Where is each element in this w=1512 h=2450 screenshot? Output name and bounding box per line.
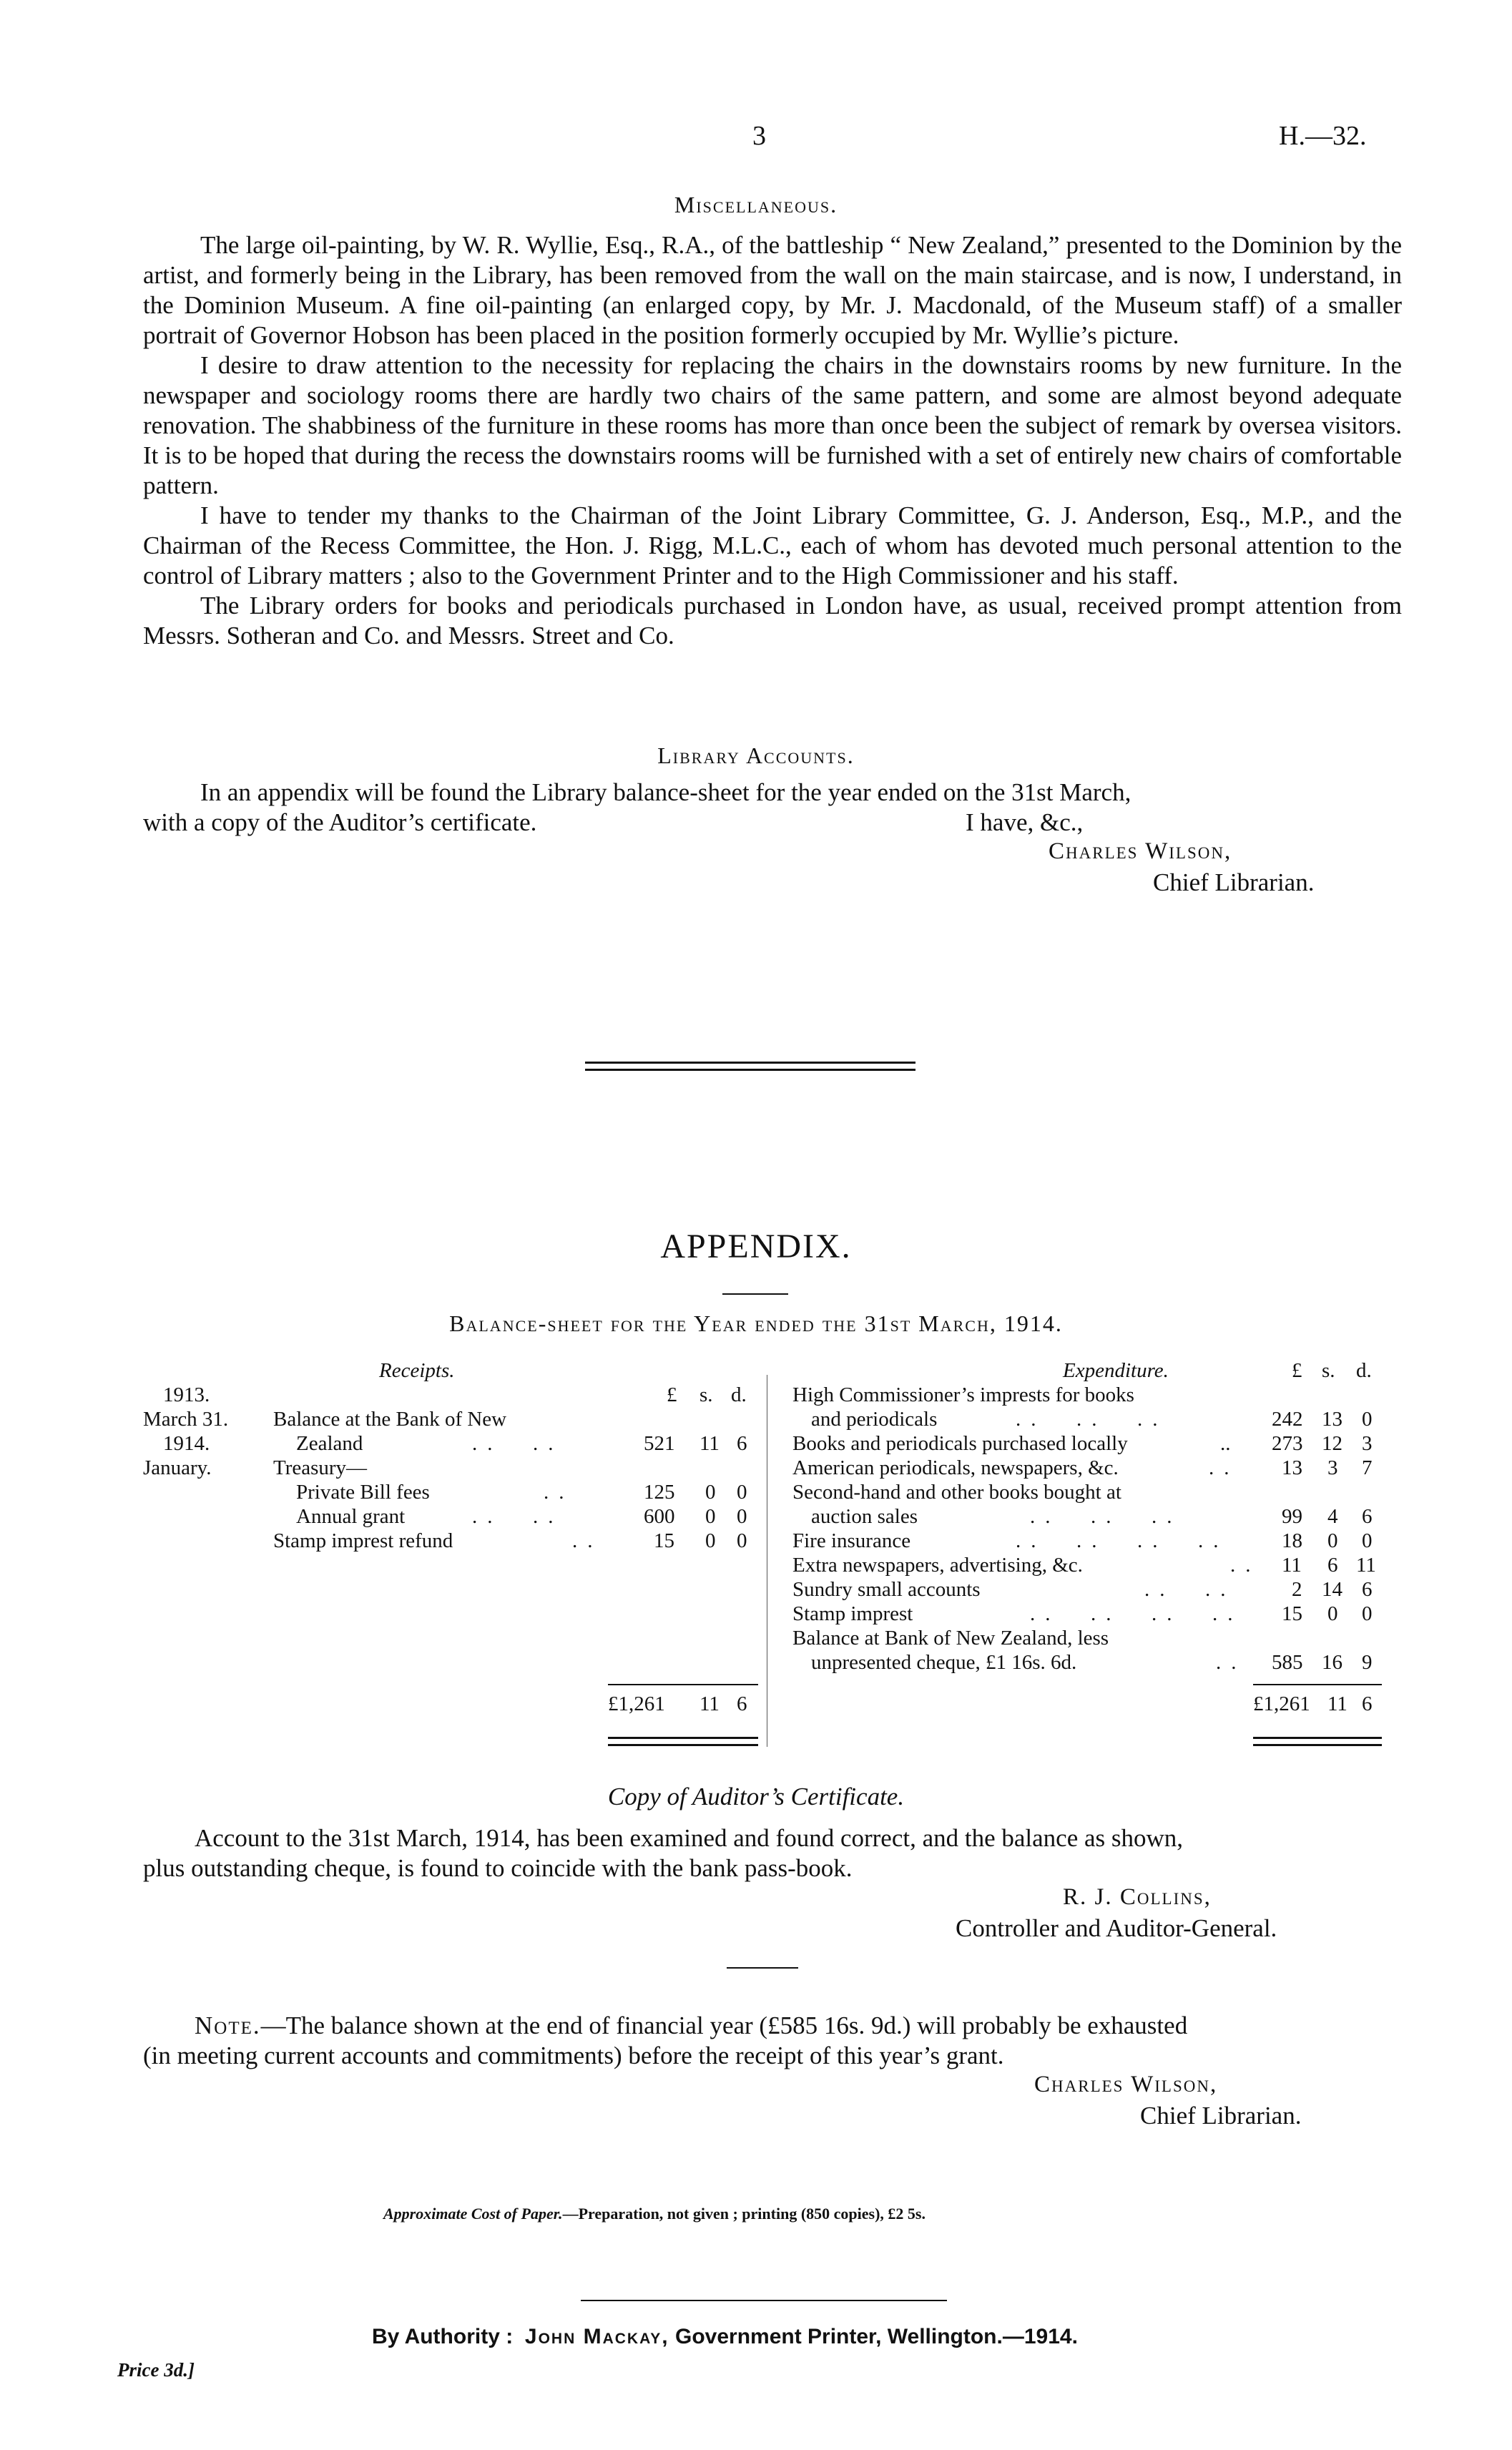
auditor-heading: Copy of Auditor’s Certificate.: [607, 1783, 905, 1810]
date-year: 1913.: [163, 1383, 210, 1406]
receipt-treasury: Treasury—: [273, 1456, 368, 1479]
amount-shillings: 0: [705, 1481, 716, 1504]
exp-extra: Extra newspapers, advertising, &c.: [792, 1554, 1083, 1577]
amount-shillings: 14: [1322, 1578, 1342, 1601]
expenditure-total-pence: 6: [1362, 1692, 1373, 1715]
amount-pence: 6: [1362, 1505, 1373, 1528]
exp-local: Books and periodicals purchased locally: [792, 1432, 1128, 1455]
amount-pounds: 125: [644, 1481, 675, 1504]
amount-shillings: 12: [1322, 1432, 1342, 1455]
total-rule: [1253, 1737, 1382, 1739]
exp-stamp: Stamp imprest: [792, 1602, 913, 1625]
amount-shillings: 0: [1327, 1602, 1338, 1625]
receipt-balance-line2: Zealand: [296, 1432, 363, 1455]
total-rule: [608, 1744, 758, 1746]
note-signer-title: Chief Librarian.: [1140, 2102, 1302, 2130]
balance-sheet: Receipts. £ s. d. 1913. March 31. 1914. January. Balance at the Bank of New Zealand .. .. 521 11 6 Treasury— Private Bill fees .. 125 0 0 Annual grant .. .. 600 0 0 Stamp imprest refund .. 15 0 0 £1,261 11 6 Expenditure. £ s. d. High Commissioner’s imprests for books and periodicals .. .. .. 242 13 0 Books and periodicals purchased locally .. 273 12 3 American periodicals, newspapers, &c. .. 13 3 7 Second-hand and other books bought at auction sales .. .. .. 99 4 6 Fire insurance .. .. .. .. 18 0 0 Extra newspapers, advertising, &c. .. 11 6 11 Sundry small accounts .. .. 2 14 6 Stamp imprest .. .. .. .. 15 0 0 Balance at Bank of New Zealand, less unpresented cheque, £1 16s. 6d. .. 585 16 9 £1,261 11 6: [0, 0, 1512, 2450]
date-month: January.: [143, 1456, 212, 1479]
note-line-2: (in meeting current accounts and commitments) before the receipt of this year’s grant.: [143, 2042, 1004, 2069]
amount-pence: 7: [1362, 1456, 1373, 1479]
exp-balance-line2: unpresented cheque, £1 16s. 6d.: [811, 1651, 1077, 1674]
amount-shillings: 4: [1327, 1505, 1338, 1528]
amount-pence: 0: [737, 1505, 747, 1528]
exp-fire: Fire insurance: [792, 1529, 911, 1552]
amount-pence: 3: [1362, 1432, 1373, 1455]
amount-shillings: 11: [699, 1432, 720, 1455]
receipts-total-shillings: 11: [699, 1692, 720, 1715]
signer-title: Chief Librarian.: [1153, 868, 1315, 896]
amount-shillings: 0: [705, 1505, 716, 1528]
amount-shillings: 13: [1322, 1408, 1342, 1431]
note-line-1: [195, 2012, 1187, 2040]
amount-pence: 6: [1362, 1578, 1373, 1601]
receipt-stamp-refund: Stamp imprest refund: [273, 1529, 453, 1552]
misc-paragraph: The Library orders for books and periodicals purchased in London have, as usual, received prompt attention from Messrs. Sotheran and Co. and Messrs. Street and Co.: [143, 592, 1402, 650]
exp-sundry: Sundry small accounts: [792, 1578, 981, 1601]
expenditure-heading: Expenditure.: [1063, 1359, 1169, 1382]
exp-american: American periodicals, newspapers, &c.: [792, 1456, 1119, 1479]
amount-pence: 0: [737, 1529, 747, 1552]
receipts-total-pence: 6: [737, 1692, 747, 1715]
misc-paragraph: I have to tender my thanks to the Chairman of the Joint Library Committee, G. J. Anderson, Esq., M.P., and the Chairman of the Recess Committee, the Hon. J. Rigg, M.L.C., each of whom has devoted much personal attention to the control of Library matters ; also to the Government Printer and to the High Commissioner and his staff.: [143, 501, 1402, 589]
cost-text: —Preparation, not given ; printing (850 copies), £2 5s.: [562, 2205, 926, 2223]
amount-pence: 11: [1356, 1554, 1376, 1577]
amount-pence: 0: [1362, 1408, 1373, 1431]
amount-pounds: 600: [644, 1505, 675, 1528]
amount-shillings: 0: [705, 1529, 716, 1552]
note-label: Note.: [195, 2012, 261, 2039]
price: Price 3d.]: [117, 2359, 195, 2381]
amount-pounds: 18: [1282, 1529, 1302, 1552]
amount-shillings: 16: [1322, 1651, 1342, 1674]
printer-line: [372, 2325, 1078, 2349]
shillings-header: s.: [1322, 1359, 1335, 1382]
receipts-heading: Receipts.: [379, 1359, 455, 1382]
auditor-signer-name: R. J. Collins,: [1063, 1884, 1212, 1910]
expenditure-total-shillings: 11: [1327, 1692, 1347, 1715]
misc-body: [143, 230, 1402, 651]
total-rule: [608, 1684, 758, 1685]
receipt-private-bill: Private Bill fees: [296, 1481, 430, 1504]
misc-paragraph: The large oil-painting, by W. R. Wyllie, Esq., R.A., of the battleship “ New Zealand,” presented to the Dominion by the artist, and formerly being in the Library, has been removed from the wall on the main staircase, and is now, I understand, in the Dominion Museum. A fine oil-painting (an enlarged copy, by Mr. J. Macdonald, of the Museum staff) of a smaller portrait of Governor Hobson has been placed in the position formerly occupied by Mr. Wyllie’s picture.: [143, 231, 1402, 349]
amount-pence: 0: [1362, 1529, 1373, 1552]
shillings-header: s.: [699, 1383, 713, 1406]
amount-shillings: 3: [1327, 1456, 1338, 1479]
amount-pounds: 585: [1272, 1651, 1303, 1674]
divider-rule: [585, 1062, 915, 1064]
total-rule: [1253, 1684, 1382, 1685]
printer-rest: Government Printer, Wellington.—1914.: [675, 2325, 1078, 2348]
amount-pence: 9: [1362, 1651, 1373, 1674]
signer-name: Charles Wilson,: [1049, 838, 1232, 864]
divider-rule: [722, 1293, 788, 1295]
pence-header: d.: [1356, 1359, 1372, 1382]
expenditure-total-pounds: £1,261: [1253, 1692, 1310, 1715]
amount-pounds: 11: [1282, 1554, 1302, 1577]
authority-label: By Authority :: [372, 2325, 514, 2348]
auditor-signer-title: Controller and Auditor-General.: [956, 1914, 1277, 1942]
amount-pounds: 99: [1282, 1505, 1302, 1528]
page-number: 3: [752, 121, 766, 151]
pence-header: d.: [731, 1383, 747, 1406]
exp-hc-line2: and periodicals: [811, 1408, 938, 1431]
date-day: March 31.: [143, 1408, 229, 1431]
auditor-line-2: plus outstanding cheque, is found to coincide with the bank pass-book.: [143, 1854, 853, 1882]
amount-pounds: 13: [1282, 1456, 1302, 1479]
date-year: 1914.: [163, 1432, 210, 1455]
amount-shillings: 0: [1327, 1529, 1338, 1552]
appendix-title: APPENDIX.: [660, 1228, 852, 1265]
amount-shillings: 6: [1327, 1554, 1338, 1577]
amount-pounds: 2: [1292, 1578, 1302, 1601]
exp-second-line2: auction sales: [811, 1505, 918, 1528]
section-heading-accounts: Library Accounts.: [657, 743, 855, 768]
accounts-line-2: with a copy of the Auditor’s certificate.: [143, 808, 537, 836]
divider-rule: [585, 1069, 915, 1071]
paper-reference: H.—32.: [1279, 121, 1367, 151]
divider-rule: [727, 1967, 798, 1969]
receipts-total-pounds: £1,261: [608, 1692, 665, 1715]
exp-second-line1: Second-hand and other books bought at: [792, 1481, 1121, 1504]
cost-line: [383, 2205, 926, 2223]
receipt-annual-grant: Annual grant: [296, 1505, 406, 1528]
auditor-line-1: Account to the 31st March, 1914, has been examined and found correct, and the balance as shown,: [195, 1824, 1184, 1852]
amount-pounds: 242: [1272, 1408, 1303, 1431]
pounds-header: £: [1292, 1359, 1302, 1382]
cost-label: Approximate Cost of Paper.: [383, 2205, 563, 2223]
exp-balance-line1: Balance at Bank of New Zealand, less: [792, 1627, 1109, 1650]
amount-pence: 0: [737, 1481, 747, 1504]
printer-name: John Mackay,: [524, 2325, 669, 2348]
amount-pence: 6: [737, 1432, 747, 1455]
amount-pounds: 15: [654, 1529, 674, 1552]
closing-salutation: I have, &c.,: [966, 808, 1084, 836]
amount-pence: 0: [1362, 1602, 1373, 1625]
misc-paragraph: I desire to draw attention to the necessity for replacing the chairs in the downstairs rooms by new furniture. In the newspaper and sociology rooms there are hardly two chairs of the same pattern, and some are almost beyond adequate renovation. The shabbiness of the furniture in these rooms has more than once been the subject of remark by oversea visitors. It is to be hoped that during the recess the downstairs rooms will be furnished with a set of entirely new chairs of comfortable pattern.: [143, 351, 1402, 499]
balance-sheet-title: Balance-sheet for the Year ended the 31st March, 1914.: [449, 1310, 1063, 1336]
section-heading-miscellaneous: Miscellaneous.: [674, 192, 838, 217]
amount-pounds: 15: [1282, 1602, 1302, 1625]
receipt-balance-line1: Balance at the Bank of New: [273, 1408, 507, 1431]
amount-pounds: 273: [1272, 1432, 1303, 1455]
accounts-line-1: In an appendix will be found the Library balance-sheet for the year ended on the 31st March,: [200, 778, 1131, 806]
total-rule: [1253, 1744, 1382, 1746]
total-rule: [608, 1737, 758, 1739]
note-text: —The balance shown at the end of financial year (£585 16s. 9d.) will probably be exhausted: [260, 2012, 1188, 2039]
amount-pounds: 521: [644, 1432, 675, 1455]
pounds-header: £: [667, 1383, 677, 1406]
note-signer-name: Charles Wilson,: [1034, 2072, 1218, 2097]
divider-rule: [581, 2300, 947, 2301]
exp-hc-line1: High Commissioner’s imprests for books: [792, 1383, 1134, 1406]
